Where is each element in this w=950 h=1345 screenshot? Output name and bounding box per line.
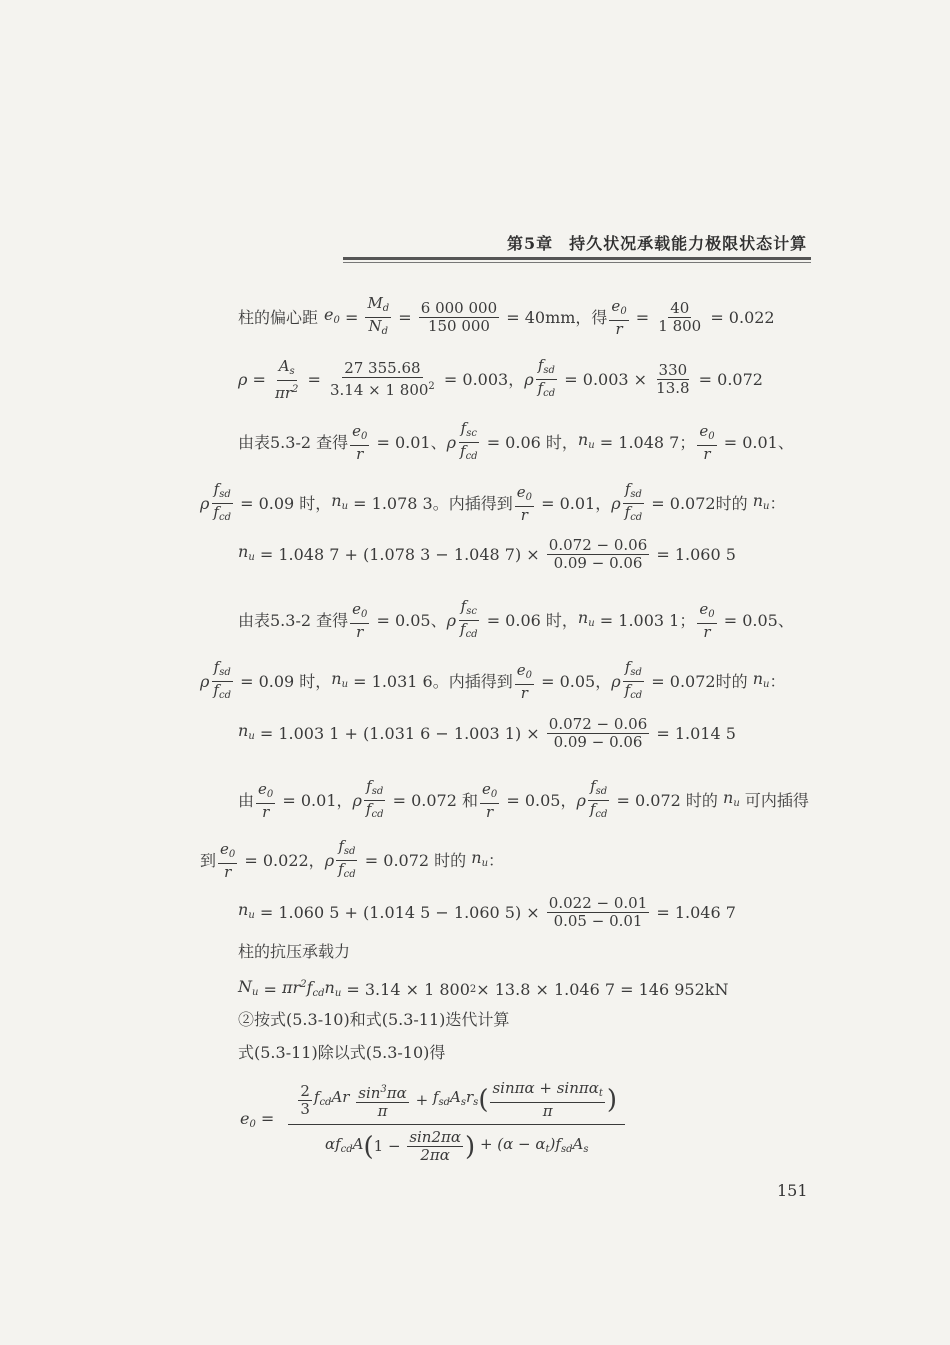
text: = 40mm，得 xyxy=(506,307,608,327)
eccentricity-line: 柱的偏心距 $e_0$ = $\frac{M_d}{N_d}$ = $\frac{6 000 000}{150 000}$ = 40mm，得 $\frac{e_0}{r}$ = $\frac{40}{1 800}$ = 0.022 xyxy=(238,295,775,340)
text: 由表5.3-2 查得 xyxy=(238,610,349,630)
value-fraction: $\frac{6 000 000}{150 000}$ xyxy=(420,299,498,335)
fsd-fcd-fraction: $\frac{f_{sd}}{f_{cd}}$ xyxy=(537,356,556,399)
text: = 1.031 6。内插得到 xyxy=(353,671,513,691)
text: = 0.01， xyxy=(282,790,353,810)
text: = 0.01、 xyxy=(376,432,447,452)
text: 柱的抗压承载力 xyxy=(238,942,351,961)
capacity-heading xyxy=(238,942,350,962)
text: = 0.05， xyxy=(541,671,612,691)
e0-main-fraction: $\frac{2}{3}$ $f_{cd}Ar$ $\frac{\sin^3\pi\alpha}{\pi}$ + $f_{sd}A_sr_s$ ( $\frac{\sin\pi\alpha + \sin\pi\alpha_t}{\pi}$ ) $\alpha f_{cd}A$ ( 1 − $\frac{\sin 2\pi\alpha}{2\pi\alpha}$ ) + $(\alpha - \alpha_t)f_{sd}A_s$ xyxy=(288,1078,625,1166)
ratio-fraction: $\frac{40}{1 800}$ xyxy=(658,299,702,335)
text: = 0.01， xyxy=(541,493,612,513)
text: 可内插得 xyxy=(744,790,809,810)
text: 到 xyxy=(200,850,217,870)
text: = 0.072时的 xyxy=(651,671,748,691)
text: = 1.060 5 xyxy=(656,544,736,564)
text: = 0.09 时， xyxy=(240,671,332,691)
interpolation-setup-line-2: 到 $\frac{e_0}{r}$ = 0.022， ρ $\frac{f_{sd}}{f_{cd}}$ = 0.072 时的 $n_u$ ： xyxy=(200,837,505,881)
running-head xyxy=(507,231,807,254)
header-rule-thin xyxy=(343,262,811,263)
text: 柱的偏心距 xyxy=(238,307,319,327)
text: = 0.05、 xyxy=(723,610,794,630)
capacity-formula: $N_u$ = $\pi r^2f_{cd}n_u$ = 3.14 × 1 800 2 × 13.8 × 1.046 7 = 146 952kN xyxy=(238,976,729,999)
text: ②按式(5.3-10)和式(5.3-11)迭代计算 xyxy=(238,1010,510,1029)
text: = 1.078 3。内插得到 xyxy=(353,493,513,513)
interpolation-3: $n_u$ = 1.060 5 + (1.014 5 − 1.060 5) × $\frac{0.022 - 0.01}{0.05 - 0.01}$ = 1.046 7 xyxy=(238,894,736,930)
text: = 0.06 时， xyxy=(486,432,578,452)
table-lookup-line-1: 由表5.3-2 查得 $\frac{e_0}{r}$ = 0.01、 ρ $\frac{f_{sc}}{f_{cd}}$ = 0.06 时， $n_u$ = 1.048 7； $\frac{e_0}{r}$ = 0.01、 xyxy=(238,419,794,463)
text: = 0.022， xyxy=(244,850,325,870)
e0-formula: $e_0$ = $\frac{2}{3}$ $f_{cd}Ar$ $\frac{\sin^3\pi\alpha}{\pi}$ + $f_{sd}A_sr_s$ ( $\frac{\sin\pi\alpha + \sin\pi\alpha_t}{\pi}$ ) $\alpha f_{cd}A$ ( 1 − $\frac{\sin 2\pi\alpha}{2\pi\alpha}$ ) + $(\alpha - \alpha_t)f_{sd}A_s$ xyxy=(240,1078,627,1166)
text: = 0.01、 xyxy=(723,432,794,452)
text: = 0.09 时， xyxy=(240,493,332,513)
interpolation-setup-line: 由 $\frac{e_0}{r}$ = 0.01， ρ $\frac{f_{sd}}{f_{cd}}$ = 0.072 和 $\frac{e_0}{r}$ = 0.05， ρ $\frac{f_{sd}}{f_{cd}}$ = 0.072 时的 $n_u$ 可内插得 xyxy=(238,777,809,821)
table-lookup-line-4: ρ $\frac{f_{sd}}{f_{cd}}$ = 0.09 时， $n_u$ = 1.031 6。内插得到 $\frac{e_0}{r}$ = 0.05， ρ $\frac{f_{sd}}{f_{cd}}$ = 0.072时的 $n_u$ ： xyxy=(200,658,786,702)
md-fraction: $\frac{M_d}{N_d}$ xyxy=(367,294,390,337)
text: = 0.05， xyxy=(506,790,577,810)
e0-r-fraction: $\frac{e_0}{r}$ xyxy=(611,296,627,338)
iteration-heading xyxy=(238,1010,509,1030)
text: = 0.072 和 xyxy=(392,790,478,810)
text: = 3.14 × 1 800 xyxy=(346,979,470,999)
text: 由 xyxy=(238,790,255,810)
table-lookup-line-3: 由表5.3-2 查得 $\frac{e_0}{r}$ = 0.05、 ρ $\frac{f_{sc}}{f_{cd}}$ = 0.06 时， $n_u$ = 1.003 1； $\frac{e_0}{r}$ = 0.05、 xyxy=(238,597,794,641)
text: = 0.003， xyxy=(443,369,525,389)
text: = 0.072时的 xyxy=(651,493,748,513)
table-lookup-line-2: ρ $\frac{f_{sd}}{f_{cd}}$ = 0.09 时， $n_u$ = 1.078 3。内插得到 $\frac{e_0}{r}$ = 0.01， ρ $\frac{f_{sd}}{f_{cd}}$ = 0.072时的 $n_u$ ： xyxy=(200,480,786,524)
chapter-number: 第5章 xyxy=(507,234,554,253)
text: = 0.072 时的 xyxy=(364,850,467,870)
text: = 1.003 1； xyxy=(599,610,696,630)
text: = 1.048 7 + (1.078 3 − 1.048 7) × xyxy=(259,544,540,564)
page-number: 151 xyxy=(777,1181,808,1200)
value-fraction: $\frac{27 355.68}{3.14 \times 1 800^2}$ xyxy=(329,359,435,399)
text: = 0.022 xyxy=(710,307,775,327)
text: 由表5.3-2 查得 xyxy=(238,432,349,452)
as-fraction: $\frac{A_s}{\pi r^2}$ xyxy=(274,356,299,402)
text: × 13.8 × 1.046 7 = 146 952kN xyxy=(476,979,729,999)
text: = 0.06 时， xyxy=(486,610,578,630)
text: = 1.003 1 + (1.031 6 − 1.003 1) × xyxy=(259,723,540,743)
division-line xyxy=(238,1043,445,1063)
interpolation-1: $n_u$ = 1.048 7 + (1.078 3 − 1.048 7) × $\frac{0.072 - 0.06}{0.09 - 0.06}$ = 1.060 5 xyxy=(238,536,736,572)
interpolation-2: $n_u$ = 1.003 1 + (1.031 6 − 1.003 1) × $\frac{0.072 - 0.06}{0.09 - 0.06}$ = 1.014 5 xyxy=(238,715,736,751)
text: 式(5.3-11)除以式(5.3-10)得 xyxy=(238,1043,446,1062)
rho-line: ρ = $\frac{A_s}{\pi r^2}$ = $\frac{27 355.68}{3.14 \times 1 800^2}$ = 0.003， ρ $\frac{f_{sd}}{f_{cd}}$ = 0.003 × $\frac{330}{13.8}$ = 0.072 xyxy=(238,356,763,402)
text: = 1.048 7； xyxy=(599,432,696,452)
strength-fraction: $\frac{330}{13.8}$ xyxy=(656,361,690,397)
header-rule-thick xyxy=(343,257,811,260)
text: = 0.003 × xyxy=(564,369,648,389)
text: = 1.046 7 xyxy=(656,902,736,922)
text: = 1.014 5 xyxy=(656,723,736,743)
text: = 0.072 xyxy=(698,369,763,389)
text: = 1.060 5 + (1.014 5 − 1.060 5) × xyxy=(259,902,540,922)
text: = 0.072 时的 xyxy=(616,790,718,810)
text: = 0.05、 xyxy=(376,610,447,630)
chapter-title: 持久状况承载能力极限状态计算 xyxy=(569,234,808,253)
